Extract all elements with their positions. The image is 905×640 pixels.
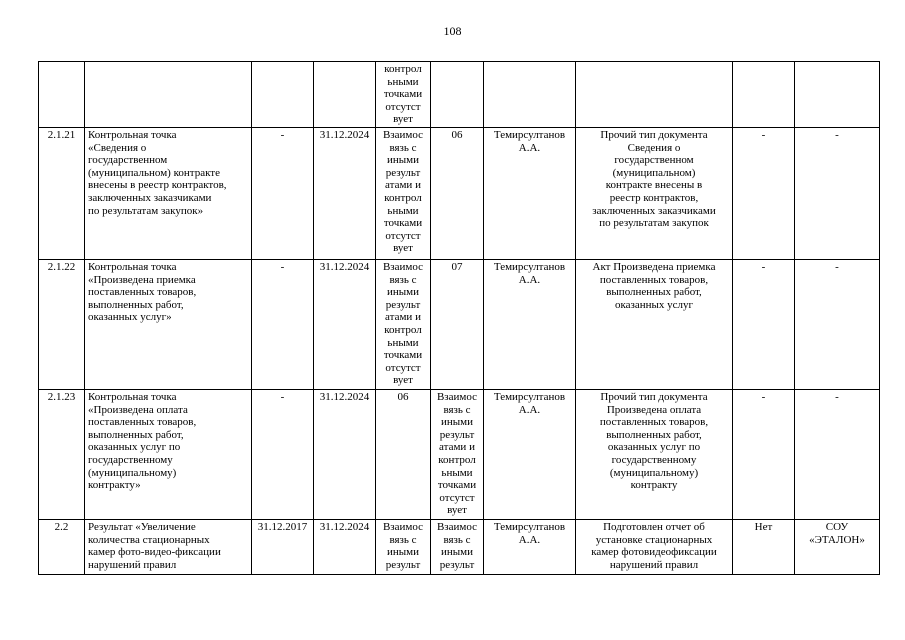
cell-name-line: оказанных услуг по: [88, 441, 181, 454]
cell-relation-line: вует: [393, 242, 413, 255]
cell-name-line: внесены в реестр контрактов,: [88, 179, 227, 192]
cell-system-line: -: [835, 260, 839, 273]
cell-responsible-line: Темирсултанов: [493, 260, 566, 273]
cell-relation: [376, 127, 431, 259]
cell-relation-line: ьными: [387, 204, 419, 217]
cell-name-line: «Произведена оплата: [88, 403, 188, 416]
cell-name-line: «Произведена приемка: [88, 273, 196, 286]
cell-name-line: Контрольная точка: [88, 128, 177, 141]
cell-code-line: Взаимос: [436, 390, 478, 403]
cell-system-line: «ЭТАЛОН»: [809, 533, 865, 546]
cell-code-line: результ: [439, 558, 475, 571]
cell-code-line: иными: [440, 416, 473, 429]
cell-document-line: Произведена оплата: [606, 403, 702, 416]
cell-code-line: вует: [447, 504, 467, 517]
cell-relation-line: ьными: [387, 75, 419, 88]
cell-document-line: камер фотовидеофиксации: [591, 546, 717, 559]
cell-relation-line: контрол: [384, 323, 422, 336]
cell-document-line: Подготовлен отчет об: [603, 520, 705, 533]
cell-document-line: установке стационарных: [595, 533, 713, 546]
cell-name-line: по результатам закупок»: [88, 204, 204, 217]
cell-name-line: «Сведения о: [88, 141, 147, 154]
cell-responsible-line: А.А.: [518, 273, 541, 286]
cell-name: [85, 127, 252, 259]
cell-code: [431, 259, 484, 389]
cell-relation-line: вязь с: [389, 141, 417, 154]
cell-relation-line: вязь с: [389, 533, 417, 546]
cell-responsible-line: Темирсултанов: [493, 128, 566, 141]
cell-code-line: точками: [437, 479, 477, 492]
cell-document-line: выполненных работ,: [606, 428, 702, 441]
cell-name-line: оказанных услуг»: [88, 311, 172, 324]
cell-code: [431, 62, 484, 128]
cell-name-line: выполненных работ,: [88, 298, 184, 311]
cell-document-line: нарушений правил: [609, 558, 699, 571]
cell-relation-line: точками: [383, 349, 423, 362]
page-number: 108: [443, 24, 462, 38]
cell-document-line: оказанных услуг: [614, 298, 694, 311]
cell-number: 2.1.23: [39, 389, 85, 519]
cell-flag: -: [733, 127, 795, 259]
cell-name-line: выполненных работ,: [88, 428, 184, 441]
cell-name-line: заключенных заказчиками: [88, 191, 212, 204]
cell-relation: [376, 259, 431, 389]
cell-code-line: результ: [439, 428, 475, 441]
cell-number: 2.1.21: [39, 127, 85, 259]
cell-document-line: реестр контрактов,: [609, 191, 699, 204]
cell-document-line: контракте внесены в: [605, 179, 703, 192]
table-row: [39, 62, 880, 128]
cell-system: [795, 127, 880, 259]
cell-document-line: поставленных товаров,: [599, 273, 709, 286]
cell-code-line: 06: [451, 128, 463, 141]
cell-responsible-line: Темирсултанов: [493, 390, 566, 403]
cell-responsible: [484, 62, 576, 128]
cell-system-line: СОУ: [825, 520, 849, 533]
cell-relation-line: атами и: [385, 179, 421, 192]
cell-relation-line: результ: [385, 558, 421, 571]
cell-relation-line: вует: [393, 374, 413, 387]
table-row: [39, 259, 880, 389]
cell-document-line: (муниципальному): [609, 466, 699, 479]
cell-responsible: [484, 127, 576, 259]
cell-relation-line: результ: [385, 166, 421, 179]
cell-relation-line: отсутст: [385, 100, 421, 113]
cell-name-line: количества стационарных: [88, 533, 210, 546]
cell-code-line: вязь с: [443, 533, 471, 546]
cell-end-date: 31.12.2024: [314, 389, 376, 519]
cell-document-line: контракту: [630, 479, 678, 492]
cell-name-line: (муниципальному): [88, 466, 177, 479]
cell-name: [85, 62, 252, 128]
cell-system: [795, 259, 880, 389]
cell-flag: -: [733, 259, 795, 389]
cell-system: [795, 62, 880, 128]
cell-flag: Нет: [733, 519, 795, 574]
cell-name-line: контракту»: [88, 479, 141, 492]
cell-relation-line: Взаимос: [382, 128, 424, 141]
cell-relation-line: иными: [386, 154, 419, 167]
cell-system: [795, 389, 880, 519]
cell-number: 2.1.22: [39, 259, 85, 389]
cell-relation-line: атами и: [385, 311, 421, 324]
cell-name: [85, 259, 252, 389]
cell-system: [795, 519, 880, 574]
cell-relation: [376, 62, 431, 128]
cell-name-line: государственному: [88, 453, 173, 466]
cell-name-line: нарушений правил: [88, 558, 177, 571]
cell-flag: [733, 62, 795, 128]
cell-start-date: -: [252, 259, 314, 389]
cell-document: [576, 259, 733, 389]
cell-end-date: 31.12.2024: [314, 519, 376, 574]
cell-relation: [376, 519, 431, 574]
cell-name: [85, 389, 252, 519]
cell-document-line: Прочий тип документа: [600, 128, 708, 141]
cell-code: [431, 519, 484, 574]
cell-document-line: поставленных товаров,: [599, 416, 709, 429]
cell-document: [576, 519, 733, 574]
cell-document-line: государственному: [611, 453, 697, 466]
cell-name-line: Результат «Увеличение: [88, 520, 196, 533]
cell-name-line: Контрольная точка: [88, 390, 177, 403]
table-row: [39, 389, 880, 519]
cell-relation-line: Взаимос: [382, 260, 424, 273]
cell-end-date: 31.12.2024: [314, 127, 376, 259]
cell-responsible-line: Темирсултанов: [493, 520, 566, 533]
cell-responsible: [484, 519, 576, 574]
cell-document-line: государственном: [614, 154, 694, 167]
cell-name-line: поставленных товаров,: [88, 416, 197, 429]
cell-relation-line: ьными: [387, 336, 419, 349]
cell-document-line: (муниципальном): [612, 166, 696, 179]
cell-code-line: контрол: [438, 453, 476, 466]
cell-relation-line: вует: [393, 113, 413, 126]
cell-system-line: -: [835, 390, 839, 403]
cell-name-line: Контрольная точка: [88, 260, 177, 273]
cell-end-date: [314, 62, 376, 128]
cell-responsible-line: А.А.: [518, 403, 541, 416]
cell-code: [431, 127, 484, 259]
cell-relation-line: Взаимос: [382, 520, 424, 533]
cell-relation-line: контрол: [384, 191, 422, 204]
cell-name-line: камер фото-видео-фиксации: [88, 546, 221, 559]
cell-code-line: Взаимос: [436, 520, 478, 533]
cell-code-line: ьными: [441, 466, 473, 479]
cell-name: [85, 519, 252, 574]
cell-document-line: выполненных работ,: [606, 286, 702, 299]
cell-responsible-line: А.А.: [518, 533, 541, 546]
cell-relation-line: отсутст: [385, 361, 421, 374]
cell-code-line: 07: [451, 260, 463, 273]
cell-start-date: -: [252, 389, 314, 519]
cell-flag: -: [733, 389, 795, 519]
cell-document: [576, 389, 733, 519]
table-row: [39, 519, 880, 574]
cell-name-line: государственном: [88, 154, 168, 167]
cell-relation-line: точками: [383, 217, 423, 230]
cell-code: [431, 389, 484, 519]
cell-relation-line: 06: [397, 390, 409, 403]
cell-document-line: заключенных заказчиками: [592, 204, 716, 217]
cell-relation-line: иными: [386, 546, 419, 559]
table-row: [39, 127, 880, 259]
cell-document-line: Акт Произведена приемка: [592, 260, 716, 273]
cell-document: [576, 62, 733, 128]
cell-document: [576, 127, 733, 259]
cell-name-line: (муниципальном) контракте: [88, 166, 220, 179]
cell-relation-line: отсутст: [385, 229, 421, 242]
control-points-table: [38, 61, 880, 575]
cell-start-date: -: [252, 127, 314, 259]
cell-document-line: оказанных услуг по: [607, 441, 701, 454]
cell-relation-line: результ: [385, 298, 421, 311]
cell-relation-line: иными: [386, 286, 419, 299]
cell-number: [39, 62, 85, 128]
cell-code-line: атами и: [439, 441, 475, 454]
cell-responsible-line: А.А.: [518, 141, 541, 154]
cell-relation: [376, 389, 431, 519]
cell-system-line: -: [835, 128, 839, 141]
cell-code-line: вязь с: [443, 403, 471, 416]
cell-document-line: Прочий тип документа: [600, 390, 708, 403]
cell-responsible: [484, 259, 576, 389]
cell-name-line: поставленных товаров,: [88, 286, 197, 299]
cell-number: 2.2: [39, 519, 85, 574]
cell-document-line: по результатам закупок: [599, 217, 709, 230]
cell-relation-line: вязь с: [389, 273, 417, 286]
cell-document-line: Сведения о: [627, 141, 681, 154]
cell-relation-line: контрол: [384, 63, 422, 75]
cell-code-line: отсутст: [439, 491, 475, 504]
cell-end-date: 31.12.2024: [314, 259, 376, 389]
cell-relation-line: точками: [383, 88, 423, 101]
cell-start-date: [252, 62, 314, 128]
cell-responsible: [484, 389, 576, 519]
cell-code-line: иными: [440, 546, 473, 559]
cell-start-date: 31.12.2017: [252, 519, 314, 574]
